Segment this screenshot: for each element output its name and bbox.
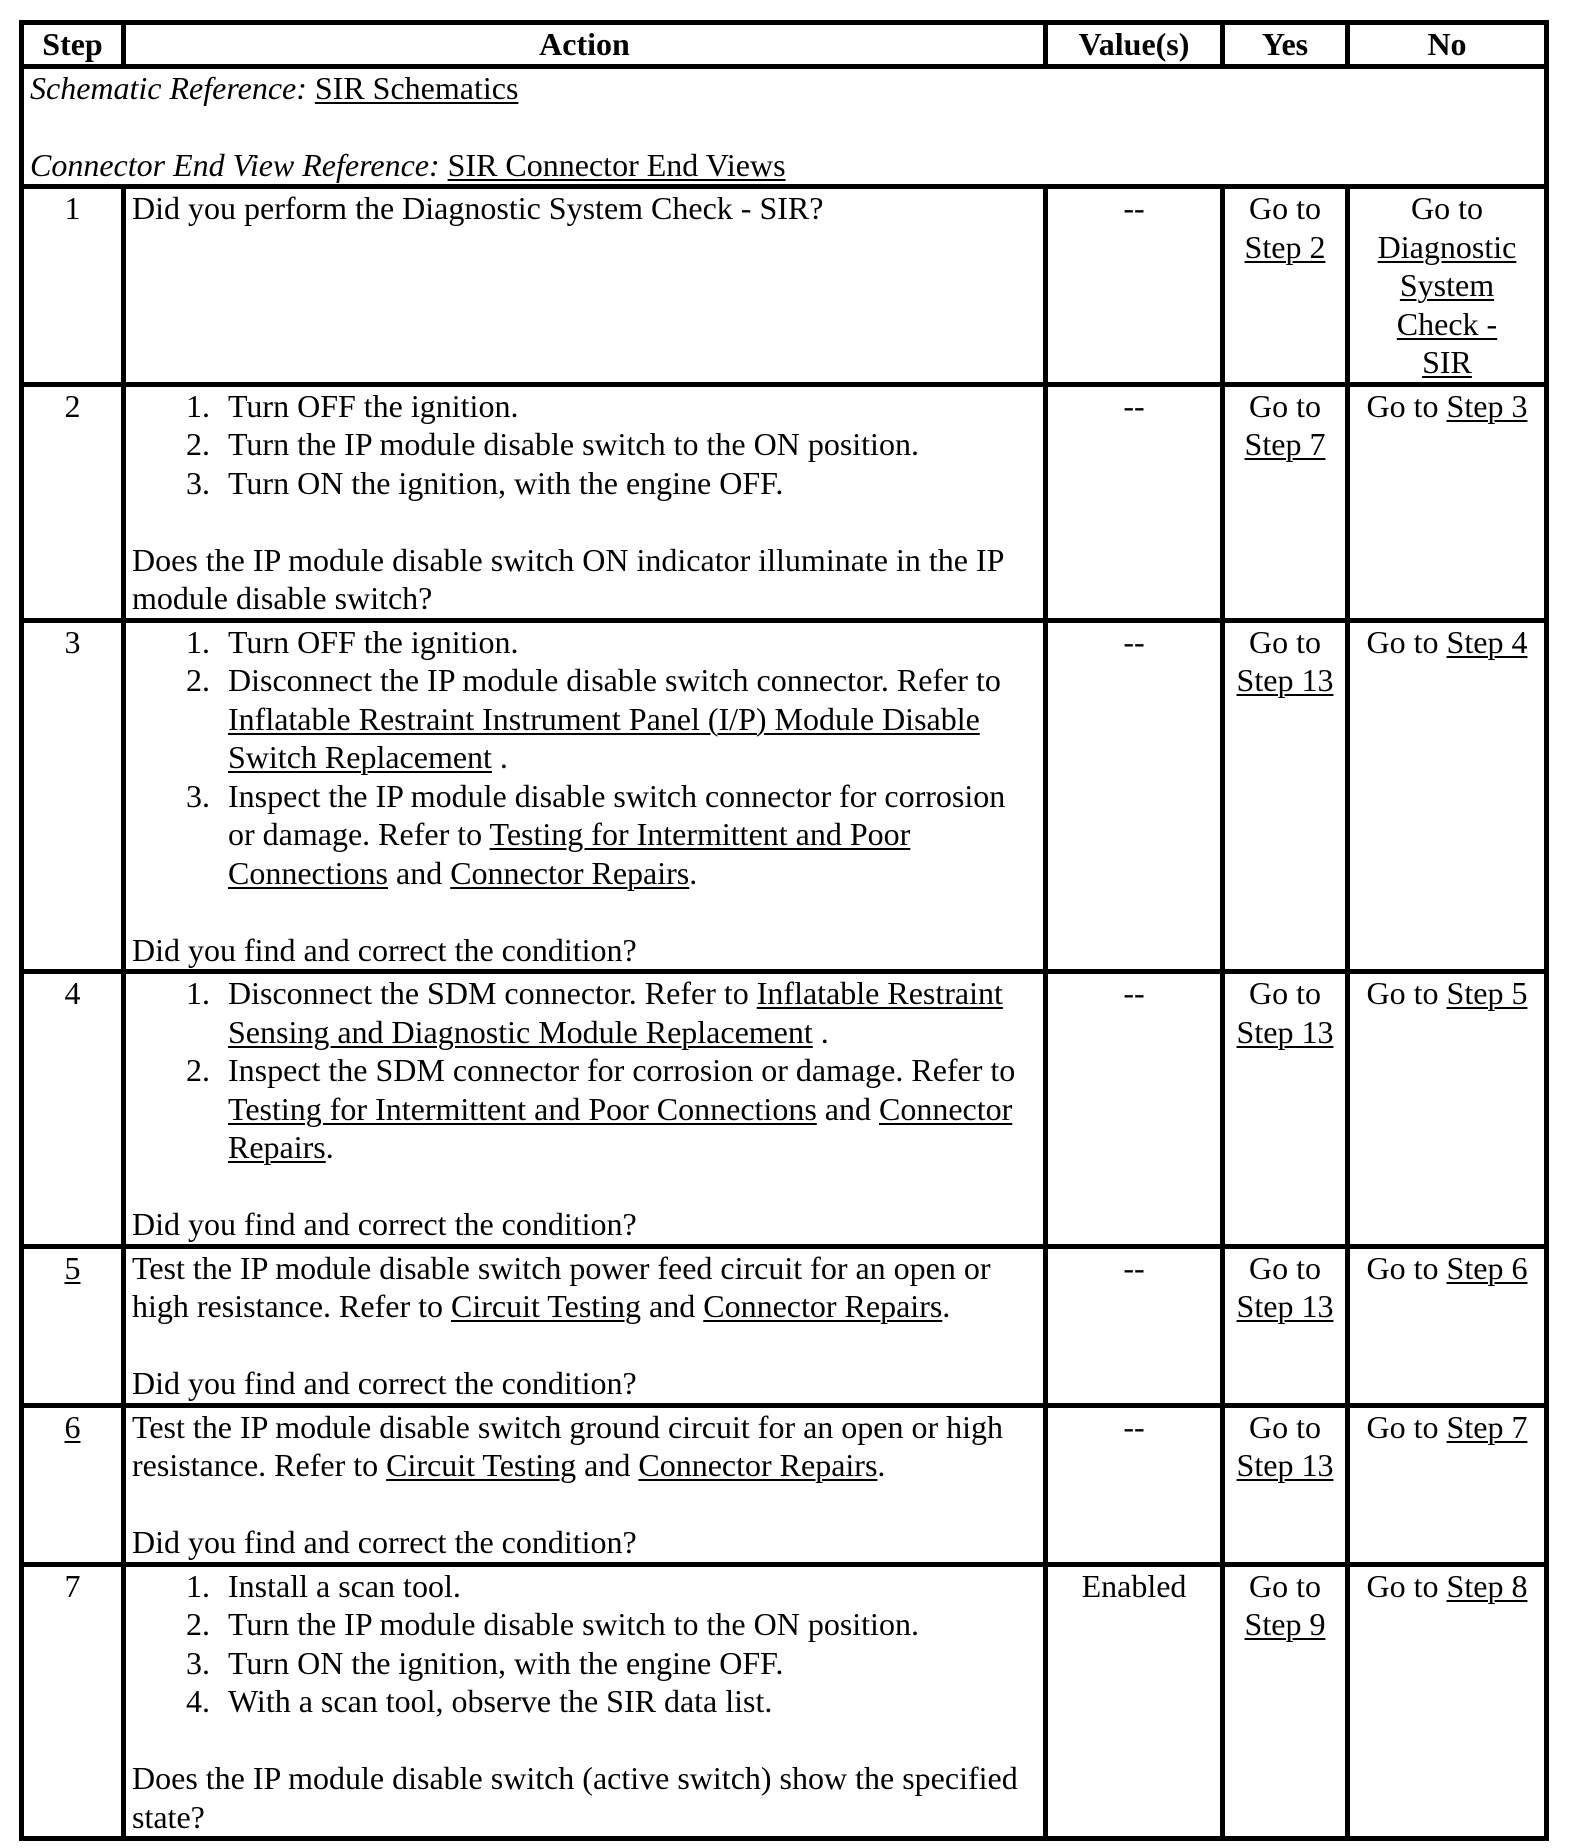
instruction-item: 3. Turn ON the ignition, with the engine OFF. — [218, 464, 1037, 503]
instruction-text: Inspect the IP module disable switch connector for corrosion or damage. Refer to — [228, 777, 1006, 852]
no-prefix: Go to — [1366, 975, 1439, 1011]
no-link[interactable]: Step 8 — [1446, 1567, 1528, 1604]
conjunction: and — [824, 1090, 871, 1127]
yes-link[interactable]: Step 13 — [1236, 1013, 1334, 1050]
no-cell — [1348, 620, 1547, 972]
yes-link[interactable]: Step 9 — [1244, 1606, 1326, 1642]
action-question: Did you perform the Diagnostic System Check - SIR? — [132, 190, 824, 226]
no-cell — [1348, 384, 1547, 620]
yes-prefix: Go to — [1249, 1408, 1321, 1445]
no-link[interactable]: Step 6 — [1446, 1249, 1528, 1286]
step-number-cell — [22, 1405, 124, 1564]
instruction-list — [132, 623, 1037, 893]
no-prefix: Go to — [1366, 1408, 1439, 1445]
instruction-list — [132, 974, 1037, 1167]
instruction-text: Disconnect the IP module disable switch connector. Refer to — [228, 662, 1001, 698]
schematic-reference — [30, 69, 1538, 108]
spacer — [30, 107, 1538, 146]
yes-cell — [1223, 1564, 1348, 1839]
instruction-item: 3. Turn ON the ignition, with the engine OFF. — [218, 1644, 1037, 1683]
no-link[interactable]: Step 3 — [1446, 387, 1528, 424]
action-question: Does the IP module disable switch ON indicator illuminate in the IP module disable switch? — [132, 541, 1004, 616]
no-cell — [1348, 187, 1547, 385]
yes-cell — [1223, 620, 1348, 972]
instruction-text: Inspect the SDM connector for corrosion or damage. Refer to — [228, 1052, 1016, 1088]
yes-prefix: Go to — [1249, 1567, 1321, 1604]
yes-cell — [1223, 187, 1348, 385]
diagnostic-table — [19, 20, 1549, 1841]
punctuation: . — [689, 854, 698, 891]
value-cell: -- — [1046, 187, 1223, 385]
no-link[interactable]: Step 7 — [1446, 1408, 1528, 1445]
conjunction: and — [649, 1288, 696, 1324]
no-link[interactable]: Step 4 — [1446, 623, 1528, 660]
references-row — [22, 66, 1547, 187]
yes-cell — [1223, 1246, 1348, 1405]
step-number-link[interactable]: 6 — [64, 1408, 81, 1445]
references-cell — [22, 66, 1547, 187]
header-values: Value(s) — [1046, 23, 1223, 67]
action-question: Did you find and correct the condition? — [132, 1524, 637, 1560]
step-number: 7 — [22, 1564, 124, 1839]
yes-prefix: Go to — [1249, 190, 1321, 226]
punctuation: . — [942, 1288, 951, 1324]
instruction-text: Test the IP module disable switch power feed circuit for an open or high resistance. Refer to — [132, 1249, 991, 1324]
testing-intermittent-link[interactable]: Testing for Intermittent and Poor Connections — [228, 1090, 817, 1127]
action-cell — [124, 1405, 1046, 1564]
yes-link[interactable]: Step 13 — [1236, 662, 1334, 698]
table-row-step-7 — [22, 1564, 1547, 1839]
punctuation: . — [820, 1013, 829, 1050]
sir-connector-end-views-link[interactable]: SIR Connector End Views — [447, 146, 786, 183]
instruction-item — [218, 1051, 1037, 1167]
yes-cell — [1223, 1405, 1348, 1564]
circuit-testing-link[interactable]: Circuit Testing — [386, 1447, 577, 1483]
action-cell — [124, 972, 1046, 1247]
yes-prefix: Go to — [1249, 975, 1321, 1011]
action-cell — [124, 1564, 1046, 1839]
header-row — [22, 23, 1547, 67]
connector-repairs-link[interactable]: Connector Repairs — [450, 854, 690, 891]
instruction-item — [218, 623, 1037, 662]
connector-repairs-link[interactable]: Connector Repairs — [638, 1447, 878, 1483]
ip-module-disable-switch-replacement-link[interactable]: Inflatable Restraint Instrument Panel (I/P) Module Disable Switch Replacement — [228, 700, 980, 775]
action-question: Did you find and correct the condition? — [132, 1365, 637, 1401]
table-row-step-3 — [22, 620, 1547, 972]
instruction-item — [218, 777, 1037, 893]
instruction-item — [218, 661, 1037, 777]
connector-reference-label: Connector End View Reference: — [30, 146, 440, 183]
spacer — [132, 502, 1037, 541]
instruction-text: Disconnect the SDM connector. Refer to — [228, 975, 749, 1011]
value-cell: -- — [1046, 972, 1223, 1247]
no-cell — [1348, 1564, 1547, 1839]
value-cell: -- — [1046, 384, 1223, 620]
spacer — [132, 892, 1037, 931]
header-yes: Yes — [1223, 23, 1348, 67]
yes-link[interactable]: Step 2 — [1244, 228, 1326, 265]
yes-link[interactable]: Step 13 — [1236, 1447, 1334, 1483]
punctuation: . — [325, 1129, 334, 1165]
instruction-text: Test the IP module disable switch ground circuit for an open or high resistance. Refer to — [132, 1408, 1004, 1483]
spacer — [132, 1167, 1037, 1206]
spacer — [132, 1326, 1037, 1365]
value-cell: -- — [1046, 620, 1223, 972]
yes-link[interactable]: Step 13 — [1236, 1288, 1334, 1324]
conjunction: and — [395, 854, 443, 891]
action-question: Did you find and correct the condition? — [132, 931, 637, 968]
action-cell — [124, 1246, 1046, 1405]
no-prefix: Go to — [1366, 1249, 1439, 1286]
instruction-list — [132, 387, 1037, 503]
action-text — [132, 1408, 1037, 1485]
yes-cell — [1223, 384, 1348, 620]
step-number: 1 — [22, 187, 124, 385]
value-cell: Enabled — [1046, 1564, 1223, 1839]
instruction-item: 4. With a scan tool, observe the SIR data list. — [218, 1682, 1037, 1721]
yes-prefix: Go to — [1249, 1249, 1321, 1286]
no-link[interactable]: Step 5 — [1446, 975, 1528, 1011]
connector-reference — [30, 146, 1538, 185]
action-cell — [124, 384, 1046, 620]
instruction-item: 2. Turn the IP module disable switch to the ON position. — [218, 1605, 1037, 1644]
instruction-text: Turn OFF the ignition. — [228, 623, 519, 660]
action-cell — [124, 620, 1046, 972]
circuit-testing-link[interactable]: Circuit Testing — [451, 1288, 642, 1324]
step-number: 3 — [22, 620, 124, 972]
connector-repairs-link[interactable]: Connector Repairs — [703, 1288, 943, 1324]
value-cell: -- — [1046, 1405, 1223, 1564]
no-prefix: Go to — [1366, 1567, 1439, 1604]
instruction-item — [218, 974, 1037, 1051]
header-step: Step — [22, 23, 124, 67]
value-cell: -- — [1046, 1246, 1223, 1405]
header-no: No — [1348, 23, 1547, 67]
no-prefix: Go to — [1411, 190, 1483, 226]
schematic-reference-label: Schematic Reference: — [30, 69, 307, 106]
testing-intermittent-link[interactable]: Testing for Intermittent and Poor Connections — [228, 816, 911, 891]
yes-link[interactable]: Step 7 — [1244, 426, 1326, 462]
yes-prefix: Go to — [1249, 623, 1321, 660]
no-cell — [1348, 972, 1547, 1247]
instruction-list — [132, 1567, 1037, 1721]
instruction-item: 2. Turn the IP module disable switch to the ON position. — [218, 425, 1037, 464]
step-number: 4 — [22, 972, 124, 1247]
spacer — [132, 1721, 1037, 1760]
yes-cell — [1223, 972, 1348, 1247]
action-text — [132, 1249, 1037, 1326]
action-question: Does the IP module disable switch (active switch) show the specified state? — [132, 1760, 1018, 1835]
no-prefix: Go to — [1366, 387, 1439, 424]
punctuation: . — [877, 1447, 886, 1483]
table-row-step-6 — [22, 1405, 1547, 1564]
action-question: Did you find and correct the condition? — [132, 1206, 637, 1242]
step-number-cell — [22, 1246, 124, 1405]
instruction-item: 1. Install a scan tool. — [218, 1567, 1037, 1606]
connector-repairs-link[interactable]: Connector Repairs — [228, 1090, 1013, 1165]
punctuation: . — [499, 739, 508, 775]
no-cell — [1348, 1246, 1547, 1405]
table-row-step-5 — [22, 1246, 1547, 1405]
step-number: 2 — [22, 384, 124, 620]
no-link[interactable]: Diagnostic System Check - SIR — [1377, 228, 1517, 380]
table-row-step-4 — [22, 972, 1547, 1247]
step-number-link[interactable]: 5 — [64, 1249, 81, 1286]
no-prefix: Go to — [1366, 623, 1439, 660]
conjunction: and — [584, 1447, 631, 1483]
spacer — [132, 1485, 1037, 1524]
sir-schematics-link[interactable]: SIR Schematics — [314, 69, 519, 106]
yes-prefix: Go to — [1249, 387, 1321, 424]
header-action: Action — [124, 23, 1046, 67]
table-row-step-2 — [22, 384, 1547, 620]
no-cell — [1348, 1405, 1547, 1564]
instruction-item: 1. Turn OFF the ignition. — [218, 387, 1037, 426]
sdm-replacement-link[interactable]: Inflatable Restraint Sensing and Diagnostic Module Replacement — [228, 975, 1003, 1050]
action-cell — [124, 187, 1046, 385]
table-row-step-1 — [22, 187, 1547, 385]
